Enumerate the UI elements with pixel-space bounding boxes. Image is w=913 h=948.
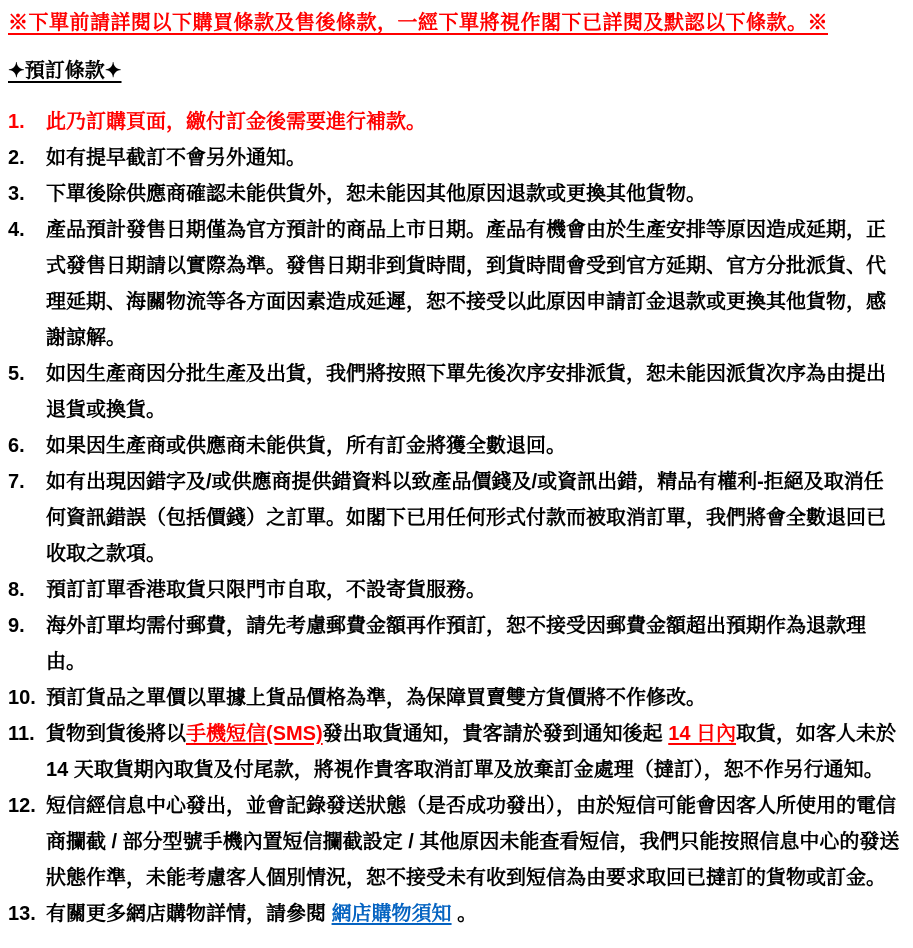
terms-segment: 預訂貨品之單價以單據上貨品價格為準，為保障買賣雙方貨價將不作修改。 — [46, 687, 706, 709]
terms-item-text — [46, 104, 903, 140]
terms-segment: 海外訂單均需付郵費，請先考慮郵費金額再作預訂，恕不接受因郵費金額超出預期作為退款理由。 — [46, 615, 866, 673]
terms-item — [8, 680, 903, 716]
terms-item-number: 10. — [8, 687, 36, 709]
terms-segment: 如果因生產商或供應商未能供貨，所有訂金將獲全數退回。 — [46, 435, 566, 457]
shop-notice-link[interactable]: 網店購物須知 — [331, 903, 452, 925]
terms-item-number: 1. — [8, 111, 25, 133]
terms-item — [8, 464, 903, 572]
terms-segment: 產品預計發售日期僅為官方預計的商品上市日期。產品有機會由於生產安排等原因造成延期，正式發售日期請以實際為準。發售日期非到貨時間，到貨時間會受到官方延期、官方分批派貨、代理延期、海關物流等各方面因素造成延遲，恕不接受以此原因申請訂金退款或更換其他貨物，感謝諒解。 — [46, 219, 886, 349]
terms-item-number: 5. — [8, 363, 25, 385]
terms-segment: 貨物到貨後將以 — [46, 723, 186, 745]
terms-item-text — [46, 572, 903, 608]
terms-item — [8, 356, 903, 428]
terms-item-text — [46, 140, 903, 176]
terms-item-text — [46, 716, 903, 788]
terms-item-text — [46, 176, 903, 212]
terms-item — [8, 212, 903, 356]
terms-item-number: 6. — [8, 435, 25, 457]
terms-item-number: 11. — [8, 723, 35, 745]
terms-item-text — [46, 896, 903, 932]
terms-segment: 發出取貨通知，貴客請於發到通知後起 — [322, 723, 669, 745]
terms-segment: 手機短信(SMS) — [186, 723, 323, 745]
terms-item-text — [46, 608, 903, 680]
page-title: ※下單前請詳閱以下購買條款及售後條款，一經下單將視作閣下已詳閱及默認以下條款。※ — [8, 12, 828, 34]
terms-list — [8, 104, 903, 932]
terms-item — [8, 140, 903, 176]
terms-item — [8, 608, 903, 680]
terms-segment: 取貨，如客人未於 14 天取貨期內取貨及付尾款，將視作貴客取消訂單及放棄訂金處理（撻訂），恕不作另行通知。 — [46, 723, 897, 781]
terms-item-text — [46, 428, 903, 464]
terms-item-number: 13. — [8, 903, 36, 925]
terms-item-number: 4. — [8, 219, 25, 241]
terms-segment: 下單後除供應商確認未能供貨外，恕未能因其他原因退款或更換其他貨物。 — [46, 183, 706, 205]
terms-item-text — [46, 680, 903, 716]
terms-segment: 14 日內 — [668, 723, 737, 745]
terms-item-text — [46, 212, 903, 356]
terms-item — [8, 572, 903, 608]
terms-segment: 如因生產商因分批生產及出貨，我們將按照下單先後次序安排派貨，恕未能因派貨次序為由提出退貨或換貨。 — [46, 363, 886, 421]
terms-segment: 如有提早截訂不會另外通知。 — [46, 147, 306, 169]
terms-item — [8, 788, 903, 896]
terms-item-number: 2. — [8, 147, 25, 169]
terms-item — [8, 176, 903, 212]
terms-segment: 有關更多網店購物詳情，請參閱 — [46, 903, 332, 925]
terms-segment: 短信經信息中心發出，並會記錄發送狀態（是否成功發出），由於短信可能會因客人所使用的電信商攔截 / 部分型號手機內置短信攔截設定 / 其他原因未能查看短信，我們只能按照信息中心的發送狀態作準，未能考慮客人個別情況，恕不接受未有收到短信為由要求取回已撻訂的貨物或訂金。 — [46, 795, 900, 889]
terms-item — [8, 104, 903, 140]
section-heading: ✦預訂條款✦ — [8, 60, 122, 82]
terms-item-number: 9. — [8, 615, 25, 637]
terms-item-text — [46, 356, 903, 428]
terms-item-number: 7. — [8, 471, 25, 493]
terms-item-number: 8. — [8, 579, 25, 601]
terms-item-number: 3. — [8, 183, 25, 205]
terms-item-text — [46, 464, 903, 572]
terms-item — [8, 716, 903, 788]
terms-segment: 此乃訂購頁面，繳付訂金後需要進行補款。 — [46, 111, 426, 133]
terms-segment: 。 — [451, 903, 478, 925]
terms-item — [8, 896, 903, 932]
terms-item-text — [46, 788, 903, 896]
terms-item — [8, 428, 903, 464]
terms-segment: 預訂訂單香港取貨只限門市自取，不設寄貨服務。 — [46, 579, 486, 601]
terms-item-number: 12. — [8, 795, 36, 817]
terms-segment: 如有出現因錯字及/或供應商提供錯資料以致產品價錢及/或資訊出錯，精品有權利-拒絕及取消任何資訊錯誤（包括價錢）之訂單。如閣下已用任何形式付款而被取消訂單，我們將會全數退回已收取之款項。 — [46, 471, 886, 565]
